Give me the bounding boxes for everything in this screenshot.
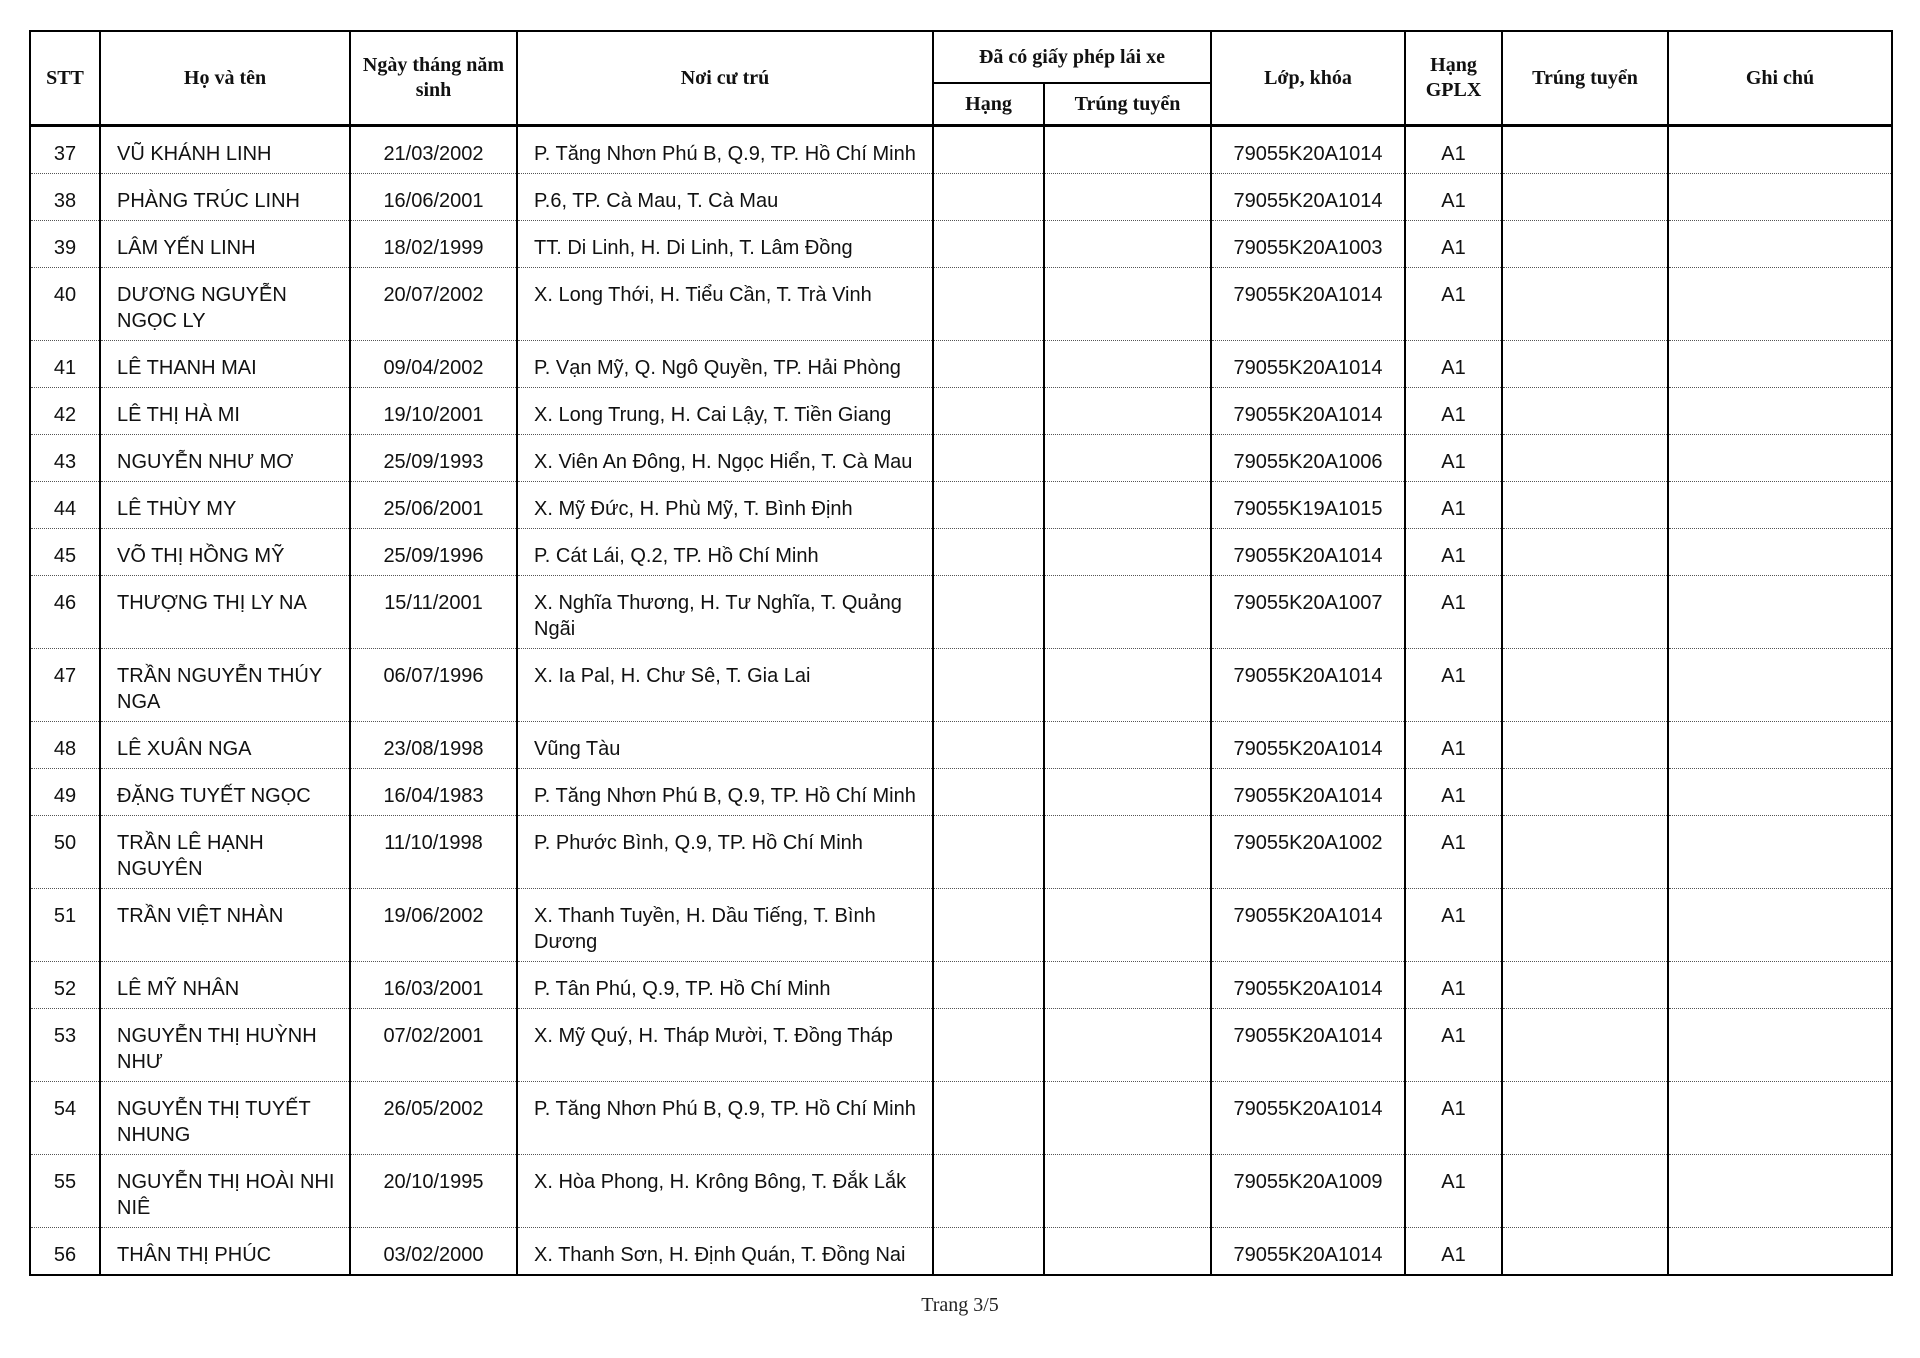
- cell-stt: 55: [30, 1155, 100, 1228]
- table-body: [30, 126, 1892, 1276]
- cell-note: [1668, 482, 1892, 529]
- table-row: [30, 576, 1892, 649]
- cell-stt: 40: [30, 268, 100, 341]
- table-row: [30, 962, 1892, 1009]
- cell-name: VŨ KHÁNH LINH: [100, 126, 350, 174]
- cell-license-rank: A1: [1405, 126, 1502, 174]
- cell-license-rank: A1: [1405, 529, 1502, 576]
- cell-name: VÕ THỊ HỒNG MỸ: [100, 529, 350, 576]
- cell-note: [1668, 1082, 1892, 1155]
- table-row: [30, 435, 1892, 482]
- cell-dob: 25/09/1996: [350, 529, 517, 576]
- student-list-table: [29, 30, 1893, 1276]
- cell-prev-rank: [933, 1228, 1044, 1276]
- cell-license-rank: A1: [1405, 962, 1502, 1009]
- cell-license-rank: A1: [1405, 174, 1502, 221]
- cell-note: [1668, 529, 1892, 576]
- cell-license-rank: A1: [1405, 388, 1502, 435]
- cell-address: X. Thanh Tuyền, H. Dầu Tiếng, T. Bình Dương: [517, 889, 933, 962]
- cell-prev-pass: [1044, 962, 1211, 1009]
- cell-pass: [1502, 649, 1668, 722]
- cell-dob: 16/06/2001: [350, 174, 517, 221]
- table-row: [30, 649, 1892, 722]
- cell-address: X. Long Thới, H. Tiểu Cần, T. Trà Vinh: [517, 268, 933, 341]
- cell-note: [1668, 268, 1892, 341]
- cell-address: P. Tăng Nhơn Phú B, Q.9, TP. Hồ Chí Minh: [517, 769, 933, 816]
- cell-class: 79055K20A1014: [1211, 126, 1405, 174]
- cell-license-rank: A1: [1405, 482, 1502, 529]
- header-has-license: Đã có giấy phép lái xe: [933, 31, 1211, 83]
- cell-license-rank: A1: [1405, 435, 1502, 482]
- header-address: Nơi cư trú: [517, 31, 933, 126]
- cell-license-rank: A1: [1405, 889, 1502, 962]
- cell-stt: 53: [30, 1009, 100, 1082]
- cell-note: [1668, 221, 1892, 268]
- cell-prev-pass: [1044, 1228, 1211, 1276]
- cell-prev-pass: [1044, 126, 1211, 174]
- cell-note: [1668, 576, 1892, 649]
- cell-name: LÂM YẾN LINH: [100, 221, 350, 268]
- cell-pass: [1502, 576, 1668, 649]
- cell-stt: 49: [30, 769, 100, 816]
- cell-name: NGUYỄN THỊ HUỲNH NHƯ: [100, 1009, 350, 1082]
- cell-note: [1668, 649, 1892, 722]
- cell-class: 79055K20A1014: [1211, 1009, 1405, 1082]
- cell-address: P.6, TP. Cà Mau, T. Cà Mau: [517, 174, 933, 221]
- cell-address: P. Phước Bình, Q.9, TP. Hồ Chí Minh: [517, 816, 933, 889]
- cell-prev-pass: [1044, 268, 1211, 341]
- cell-prev-pass: [1044, 722, 1211, 769]
- cell-stt: 46: [30, 576, 100, 649]
- cell-dob: 16/04/1983: [350, 769, 517, 816]
- cell-name: LÊ THÙY MY: [100, 482, 350, 529]
- cell-stt: 41: [30, 341, 100, 388]
- cell-note: [1668, 435, 1892, 482]
- table-row: [30, 722, 1892, 769]
- cell-license-rank: A1: [1405, 1155, 1502, 1228]
- cell-note: [1668, 889, 1892, 962]
- cell-class: 79055K20A1003: [1211, 221, 1405, 268]
- cell-dob: 07/02/2001: [350, 1009, 517, 1082]
- cell-prev-pass: [1044, 1155, 1211, 1228]
- cell-prev-pass: [1044, 388, 1211, 435]
- cell-pass: [1502, 1082, 1668, 1155]
- cell-dob: 11/10/1998: [350, 816, 517, 889]
- table-row: [30, 341, 1892, 388]
- cell-note: [1668, 341, 1892, 388]
- cell-dob: 18/02/1999: [350, 221, 517, 268]
- cell-address: X. Thanh Sơn, H. Định Quán, T. Đồng Nai: [517, 1228, 933, 1276]
- cell-prev-rank: [933, 529, 1044, 576]
- cell-dob: 21/03/2002: [350, 126, 517, 174]
- cell-name: LÊ THANH MAI: [100, 341, 350, 388]
- cell-name: DƯƠNG NGUYỄN NGỌC LY: [100, 268, 350, 341]
- header-license-rank: Hạng GPLX: [1405, 31, 1502, 126]
- table-row: [30, 174, 1892, 221]
- cell-prev-rank: [933, 341, 1044, 388]
- cell-pass: [1502, 889, 1668, 962]
- table-row: [30, 221, 1892, 268]
- cell-dob: 25/09/1993: [350, 435, 517, 482]
- cell-license-rank: A1: [1405, 722, 1502, 769]
- cell-dob: 06/07/1996: [350, 649, 517, 722]
- cell-pass: [1502, 1009, 1668, 1082]
- cell-class: 79055K20A1014: [1211, 962, 1405, 1009]
- cell-stt: 52: [30, 962, 100, 1009]
- cell-class: 79055K20A1014: [1211, 1082, 1405, 1155]
- table-row: [30, 1228, 1892, 1276]
- cell-class: 79055K20A1002: [1211, 816, 1405, 889]
- cell-prev-pass: [1044, 769, 1211, 816]
- cell-prev-rank: [933, 435, 1044, 482]
- table-row: [30, 126, 1892, 174]
- cell-address: X. Mỹ Quý, H. Tháp Mười, T. Đồng Tháp: [517, 1009, 933, 1082]
- cell-class: 79055K20A1014: [1211, 341, 1405, 388]
- cell-class: 79055K20A1014: [1211, 1228, 1405, 1276]
- cell-name: ĐẶNG TUYẾT NGỌC: [100, 769, 350, 816]
- cell-address: TT. Di Linh, H. Di Linh, T. Lâm Đồng: [517, 221, 933, 268]
- cell-license-rank: A1: [1405, 576, 1502, 649]
- cell-pass: [1502, 529, 1668, 576]
- cell-prev-pass: [1044, 889, 1211, 962]
- cell-license-rank: A1: [1405, 1082, 1502, 1155]
- cell-dob: 26/05/2002: [350, 1082, 517, 1155]
- cell-class: 79055K20A1014: [1211, 268, 1405, 341]
- cell-prev-rank: [933, 482, 1044, 529]
- cell-class: 79055K20A1014: [1211, 769, 1405, 816]
- cell-name: LÊ XUÂN NGA: [100, 722, 350, 769]
- cell-stt: 47: [30, 649, 100, 722]
- cell-note: [1668, 769, 1892, 816]
- cell-prev-rank: [933, 268, 1044, 341]
- table-row: [30, 1009, 1892, 1082]
- cell-pass: [1502, 388, 1668, 435]
- cell-license-rank: A1: [1405, 1009, 1502, 1082]
- cell-class: 79055K20A1014: [1211, 174, 1405, 221]
- cell-class: 79055K20A1014: [1211, 388, 1405, 435]
- table-row: [30, 889, 1892, 962]
- cell-class: 79055K20A1009: [1211, 1155, 1405, 1228]
- cell-stt: 39: [30, 221, 100, 268]
- table-header: [30, 31, 1892, 126]
- cell-address: X. Nghĩa Thương, H. Tư Nghĩa, T. Quảng Ngãi: [517, 576, 933, 649]
- cell-stt: 45: [30, 529, 100, 576]
- header-class: Lớp, khóa: [1211, 31, 1405, 126]
- cell-license-rank: A1: [1405, 268, 1502, 341]
- cell-license-rank: A1: [1405, 221, 1502, 268]
- cell-prev-rank: [933, 722, 1044, 769]
- cell-prev-rank: [933, 1155, 1044, 1228]
- cell-prev-pass: [1044, 1009, 1211, 1082]
- cell-address: P. Tăng Nhơn Phú B, Q.9, TP. Hồ Chí Minh: [517, 126, 933, 174]
- table-row: [30, 1082, 1892, 1155]
- cell-prev-pass: [1044, 221, 1211, 268]
- cell-class: 79055K20A1014: [1211, 889, 1405, 962]
- cell-name: THÂN THỊ PHÚC: [100, 1228, 350, 1276]
- cell-stt: 54: [30, 1082, 100, 1155]
- cell-prev-pass: [1044, 649, 1211, 722]
- cell-address: Vũng Tàu: [517, 722, 933, 769]
- cell-prev-rank: [933, 1082, 1044, 1155]
- cell-note: [1668, 174, 1892, 221]
- cell-prev-pass: [1044, 816, 1211, 889]
- cell-address: P. Cát Lái, Q.2, TP. Hồ Chí Minh: [517, 529, 933, 576]
- cell-class: 79055K20A1014: [1211, 722, 1405, 769]
- cell-dob: 25/06/2001: [350, 482, 517, 529]
- cell-note: [1668, 722, 1892, 769]
- cell-name: NGUYỄN NHƯ MƠ: [100, 435, 350, 482]
- cell-name: LÊ MỸ NHÂN: [100, 962, 350, 1009]
- cell-license-rank: A1: [1405, 816, 1502, 889]
- cell-note: [1668, 1228, 1892, 1276]
- cell-dob: 20/07/2002: [350, 268, 517, 341]
- cell-note: [1668, 816, 1892, 889]
- cell-dob: 09/04/2002: [350, 341, 517, 388]
- cell-address: X. Mỹ Đức, H. Phù Mỹ, T. Bình Định: [517, 482, 933, 529]
- cell-dob: 16/03/2001: [350, 962, 517, 1009]
- cell-name: TRẦN NGUYỄN THÚY NGA: [100, 649, 350, 722]
- cell-note: [1668, 962, 1892, 1009]
- cell-prev-pass: [1044, 341, 1211, 388]
- cell-prev-pass: [1044, 174, 1211, 221]
- cell-note: [1668, 1009, 1892, 1082]
- cell-class: 79055K19A1015: [1211, 482, 1405, 529]
- cell-note: [1668, 388, 1892, 435]
- table-row: [30, 1155, 1892, 1228]
- cell-prev-rank: [933, 576, 1044, 649]
- cell-pass: [1502, 174, 1668, 221]
- cell-prev-pass: [1044, 482, 1211, 529]
- cell-note: [1668, 1155, 1892, 1228]
- cell-prev-rank: [933, 388, 1044, 435]
- page-number: Trang 3/5: [921, 1294, 999, 1316]
- cell-pass: [1502, 816, 1668, 889]
- cell-name: TRẦN VIỆT NHÀN: [100, 889, 350, 962]
- cell-license-rank: A1: [1405, 1228, 1502, 1276]
- cell-pass: [1502, 341, 1668, 388]
- header-name: Họ và tên: [100, 31, 350, 126]
- cell-name: LÊ THỊ HÀ MI: [100, 388, 350, 435]
- cell-address: X. Viên An Đông, H. Ngọc Hiển, T. Cà Mau: [517, 435, 933, 482]
- cell-dob: 19/06/2002: [350, 889, 517, 962]
- cell-name: THƯỢNG THỊ LY NA: [100, 576, 350, 649]
- cell-stt: 38: [30, 174, 100, 221]
- cell-prev-pass: [1044, 1082, 1211, 1155]
- cell-stt: 43: [30, 435, 100, 482]
- cell-pass: [1502, 126, 1668, 174]
- cell-address: P. Tăng Nhơn Phú B, Q.9, TP. Hồ Chí Minh: [517, 1082, 933, 1155]
- cell-pass: [1502, 482, 1668, 529]
- cell-name: PHÀNG TRÚC LINH: [100, 174, 350, 221]
- cell-dob: 03/02/2000: [350, 1228, 517, 1276]
- header-dob: Ngày tháng năm sinh: [350, 31, 517, 126]
- header-pass: Trúng tuyển: [1502, 31, 1668, 126]
- cell-prev-rank: [933, 889, 1044, 962]
- table-row: [30, 816, 1892, 889]
- table-row: [30, 388, 1892, 435]
- cell-prev-rank: [933, 962, 1044, 1009]
- cell-address: X. Long Trung, H. Cai Lậy, T. Tiền Giang: [517, 388, 933, 435]
- table-row: [30, 529, 1892, 576]
- cell-prev-rank: [933, 174, 1044, 221]
- cell-license-rank: A1: [1405, 649, 1502, 722]
- cell-address: P. Vạn Mỹ, Q. Ngô Quyền, TP. Hải Phòng: [517, 341, 933, 388]
- cell-license-rank: A1: [1405, 341, 1502, 388]
- cell-prev-rank: [933, 649, 1044, 722]
- cell-pass: [1502, 769, 1668, 816]
- cell-prev-pass: [1044, 529, 1211, 576]
- cell-prev-rank: [933, 1009, 1044, 1082]
- cell-class: 79055K20A1006: [1211, 435, 1405, 482]
- cell-pass: [1502, 962, 1668, 1009]
- cell-prev-rank: [933, 816, 1044, 889]
- table-row: [30, 482, 1892, 529]
- cell-address: P. Tân Phú, Q.9, TP. Hồ Chí Minh: [517, 962, 933, 1009]
- cell-name: NGUYỄN THỊ HOÀI NHI NIÊ: [100, 1155, 350, 1228]
- cell-address: X. Ia Pal, H. Chư Sê, T. Gia Lai: [517, 649, 933, 722]
- cell-stt: 48: [30, 722, 100, 769]
- cell-pass: [1502, 1155, 1668, 1228]
- cell-note: [1668, 126, 1892, 174]
- cell-dob: 19/10/2001: [350, 388, 517, 435]
- cell-pass: [1502, 268, 1668, 341]
- cell-pass: [1502, 435, 1668, 482]
- cell-stt: 51: [30, 889, 100, 962]
- cell-stt: 56: [30, 1228, 100, 1276]
- table-row: [30, 769, 1892, 816]
- cell-prev-pass: [1044, 576, 1211, 649]
- cell-prev-rank: [933, 221, 1044, 268]
- header-note: Ghi chú: [1668, 31, 1892, 126]
- header-stt: STT: [30, 31, 100, 126]
- cell-stt: 44: [30, 482, 100, 529]
- table-row: [30, 268, 1892, 341]
- cell-name: NGUYỄN THỊ TUYẾT NHUNG: [100, 1082, 350, 1155]
- cell-class: 79055K20A1014: [1211, 529, 1405, 576]
- cell-dob: 23/08/1998: [350, 722, 517, 769]
- cell-stt: 37: [30, 126, 100, 174]
- cell-class: 79055K20A1014: [1211, 649, 1405, 722]
- cell-stt: 50: [30, 816, 100, 889]
- cell-prev-pass: [1044, 435, 1211, 482]
- cell-address: X. Hòa Phong, H. Krông Bông, T. Đắk Lắk: [517, 1155, 933, 1228]
- cell-pass: [1502, 722, 1668, 769]
- cell-pass: [1502, 221, 1668, 268]
- header-has-license-rank: Hạng: [933, 83, 1044, 126]
- cell-stt: 42: [30, 388, 100, 435]
- cell-prev-rank: [933, 769, 1044, 816]
- cell-license-rank: A1: [1405, 769, 1502, 816]
- cell-class: 79055K20A1007: [1211, 576, 1405, 649]
- cell-dob: 20/10/1995: [350, 1155, 517, 1228]
- cell-pass: [1502, 1228, 1668, 1276]
- cell-name: TRẦN LÊ HẠNH NGUYÊN: [100, 816, 350, 889]
- cell-prev-rank: [933, 126, 1044, 174]
- cell-dob: 15/11/2001: [350, 576, 517, 649]
- header-has-license-pass: Trúng tuyển: [1044, 83, 1211, 126]
